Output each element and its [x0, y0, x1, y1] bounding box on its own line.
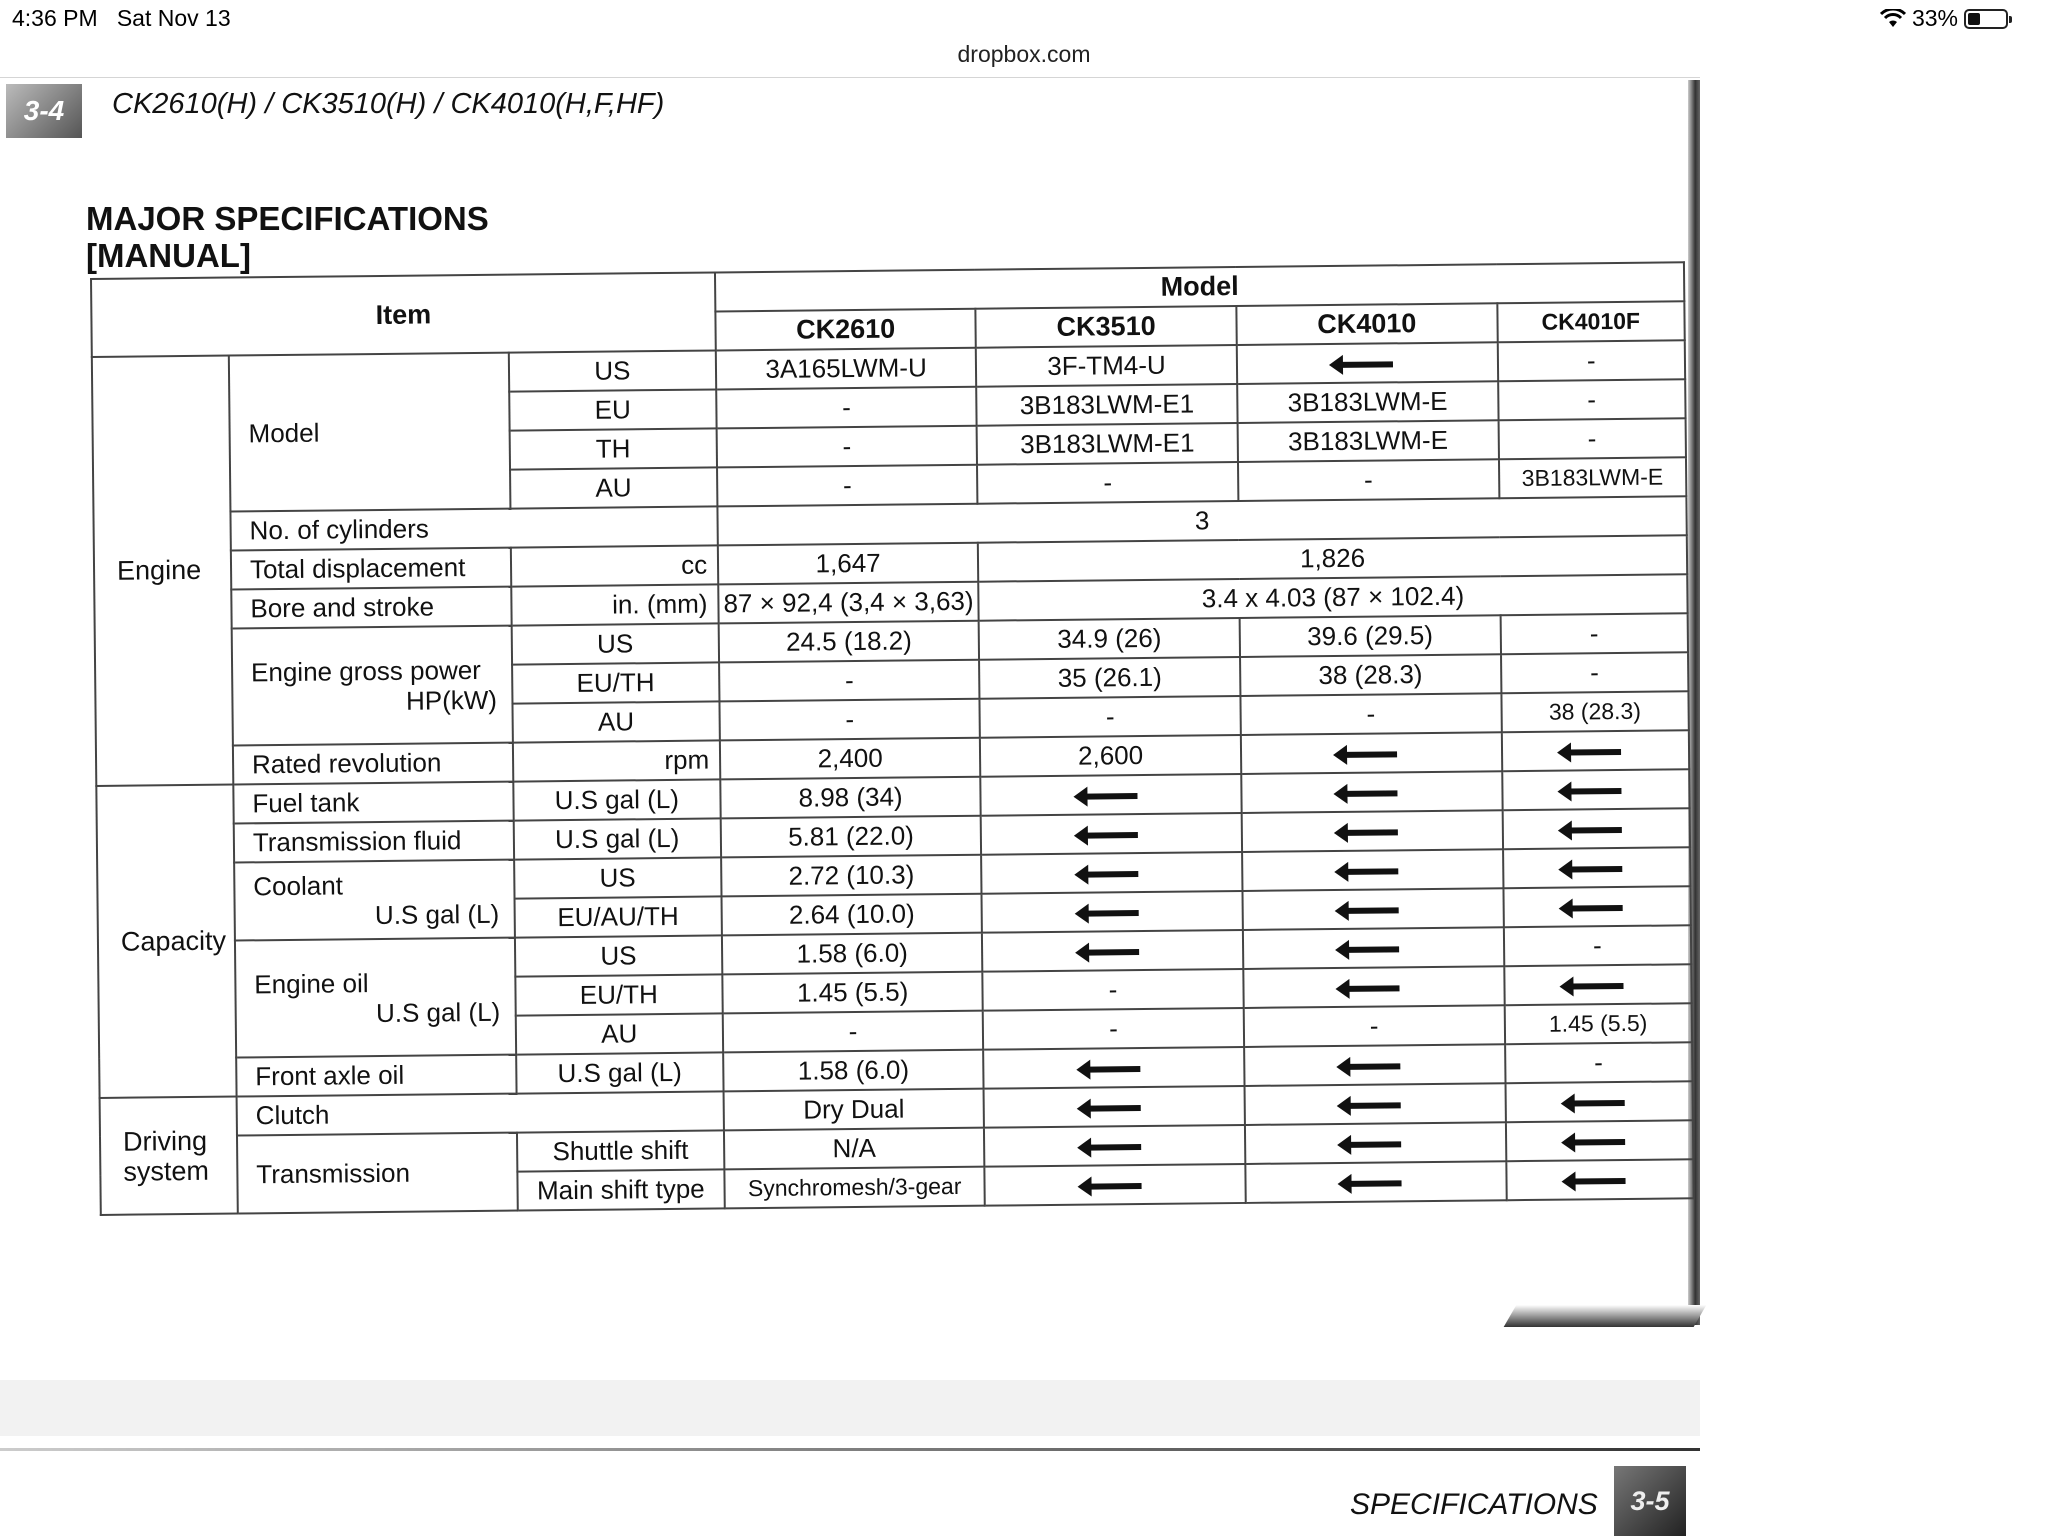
same-as-left-arrow-icon: [1088, 1105, 1140, 1112]
unit-usgal: U.S gal (L): [513, 818, 721, 859]
cell: 24.5 (18.2): [719, 621, 979, 663]
cell: 3B183LWM-E1: [977, 423, 1238, 465]
cell: -: [980, 696, 1241, 738]
cell: [1503, 886, 1691, 927]
cell: [1241, 732, 1502, 774]
cell: 1.45 (5.5): [1504, 1003, 1692, 1044]
cell: [1245, 1161, 1506, 1203]
same-as-left-arrow-icon: [1086, 871, 1138, 878]
battery-percent: 33%: [1911, 5, 1958, 31]
cell: -: [717, 426, 977, 468]
unit-us: US: [514, 857, 722, 898]
same-as-left-arrow-icon: [1573, 1139, 1625, 1146]
unit-inmm: in. (mm): [511, 584, 719, 625]
label-engine-oil: [235, 938, 516, 1058]
label-transmission: Transmission: [237, 1133, 517, 1214]
same-as-left-arrow-icon: [1572, 983, 1624, 990]
unit-us: US: [514, 935, 722, 976]
cell: 3A165LWM-U: [716, 348, 976, 390]
cell: [1506, 1159, 1694, 1200]
engine-oil-label: Engine oil: [254, 967, 369, 999]
cell: [980, 774, 1241, 816]
cell: 2.64 (10.0): [722, 894, 982, 936]
same-as-left-arrow-icon: [1087, 949, 1139, 956]
same-as-left-arrow-icon: [1571, 866, 1623, 873]
cell: 1,826: [978, 535, 1687, 581]
cell: [1243, 966, 1504, 1008]
wifi-icon: [1880, 9, 1906, 29]
cell: -: [719, 660, 979, 702]
label-cylinders: No. of cylinders: [230, 506, 718, 550]
unit-au: AU: [515, 1013, 723, 1054]
url-bar[interactable]: [0, 36, 2048, 76]
same-as-left-arrow-icon: [1570, 827, 1622, 834]
same-as-left-arrow-icon: [1569, 749, 1621, 756]
label-front-axle: Front axle oil: [236, 1055, 516, 1097]
label-fuel-tank: Fuel tank: [233, 782, 513, 824]
same-as-left-arrow-icon: [1346, 790, 1398, 797]
cell: -: [723, 1011, 983, 1053]
cell: -: [1505, 1042, 1693, 1083]
cell: [984, 1086, 1245, 1128]
coolant-label: Coolant: [253, 870, 344, 902]
label-model: Model: [229, 353, 510, 512]
cell: N/A: [724, 1128, 984, 1170]
unit-usgal: U.S gal (L): [516, 1052, 724, 1093]
page-divider: [0, 1448, 1700, 1451]
cell: [1243, 927, 1504, 969]
same-as-left-arrow-icon: [1345, 751, 1397, 758]
cell: -: [716, 387, 976, 429]
cell: [1501, 730, 1689, 771]
cell: [981, 852, 1242, 894]
unit-shuttle: Shuttle shift: [517, 1130, 725, 1171]
unit-rpm: rpm: [512, 740, 720, 781]
cell: 1,647: [718, 543, 978, 585]
col-ck3510: CK3510: [976, 306, 1237, 348]
unit-euth: EU/TH: [512, 662, 720, 703]
cell: -: [977, 462, 1238, 504]
label-trans-fluid: Transmission fluid: [234, 821, 514, 863]
cell: 34.9 (26): [979, 618, 1240, 660]
same-as-left-arrow-icon: [1570, 788, 1622, 795]
cell: 3: [717, 496, 1686, 545]
group-engine: Engine: [92, 356, 233, 786]
cell: [1241, 771, 1502, 813]
cell: -: [983, 1008, 1244, 1050]
label-bore: Bore and stroke: [231, 587, 511, 629]
cell: [1502, 769, 1690, 810]
cell: 3B183LWM-E: [1238, 420, 1499, 462]
title-main: MAJOR SPECIFICATIONS: [86, 200, 489, 237]
same-as-left-arrow-icon: [1086, 910, 1138, 917]
col-ck4010f: CK4010F: [1497, 301, 1685, 342]
cell: [1242, 810, 1503, 852]
cell: -: [982, 969, 1243, 1011]
same-as-left-arrow-icon: [1573, 1100, 1625, 1107]
page-curl-shadow: [1504, 1305, 1707, 1327]
cell: -: [1240, 693, 1501, 735]
cell: [984, 1125, 1245, 1167]
status-time: [12, 5, 231, 32]
cell: [1244, 1044, 1505, 1086]
cell: -: [1238, 459, 1499, 501]
coolant-unit: U.S gal (L): [374, 898, 500, 931]
cell: 1.45 (5.5): [722, 972, 982, 1014]
cell: -: [1503, 925, 1691, 966]
same-as-left-arrow-icon: [1341, 361, 1393, 368]
group-capacity: Capacity: [96, 785, 236, 1098]
unit-th: TH: [509, 428, 717, 469]
cell: 3.4 x 4.03 (87 × 102.4): [978, 574, 1687, 620]
cell: -: [1244, 1005, 1505, 1047]
cell: -: [1497, 340, 1685, 381]
cell: [1242, 849, 1503, 891]
cell: 3F-TM4-U: [976, 345, 1237, 387]
unit-usgal: U.S gal (L): [513, 779, 721, 820]
unit-us: US: [511, 623, 719, 664]
cell: [1245, 1122, 1506, 1164]
cell: -: [717, 465, 977, 507]
next-page-badge: 3-5: [1614, 1466, 1686, 1536]
cell: 1.58 (6.0): [723, 1050, 983, 1092]
document-title: [86, 200, 489, 274]
cell: [1505, 1120, 1693, 1161]
cell: -: [1500, 613, 1688, 654]
same-as-left-arrow-icon: [1088, 1066, 1140, 1073]
cell: 38 (28.3): [1501, 691, 1689, 732]
cell: 2.72 (10.3): [721, 855, 981, 897]
cell: [1502, 808, 1690, 849]
cell: [1244, 1083, 1505, 1125]
unit-us: US: [508, 350, 716, 391]
cell: 3B183LWM-E: [1499, 457, 1687, 498]
item-header: Item: [91, 272, 716, 357]
cell: Synchromesh/3-gear: [724, 1167, 984, 1209]
engine-oil-unit: U.S gal (L): [375, 996, 501, 1028]
url-text[interactable]: dropbox.com: [957, 41, 1091, 67]
cell: -: [1498, 418, 1686, 459]
label-rated-rev: Rated revolution: [233, 743, 513, 785]
unit-euauth: EU/AU/TH: [514, 896, 722, 937]
cell: [1504, 964, 1692, 1005]
same-as-left-arrow-icon: [1089, 1183, 1141, 1190]
same-as-left-arrow-icon: [1349, 1141, 1401, 1148]
spec-table: [90, 261, 1695, 1216]
cell: -: [720, 699, 980, 741]
cell: [1242, 888, 1503, 930]
label-clutch: Clutch: [237, 1091, 725, 1135]
cell: [1505, 1081, 1693, 1122]
same-as-left-arrow-icon: [1347, 907, 1399, 914]
cell: -: [1498, 379, 1686, 420]
unit-au: AU: [510, 467, 718, 508]
cell: [981, 813, 1242, 855]
battery-icon: [1964, 9, 2008, 29]
cell: -: [1501, 652, 1689, 693]
cell: Dry Dual: [724, 1089, 984, 1131]
group-driving-system: Driving system: [100, 1097, 238, 1215]
unit-au: AU: [512, 701, 720, 742]
next-page-section: SPECIFICATIONS: [1350, 1488, 1598, 1521]
model-header: Model: [715, 262, 1684, 311]
cell: 5.81 (22.0): [721, 816, 981, 858]
cell: 87 × 92,4 (3,4 × 3,63): [718, 582, 978, 624]
same-as-left-arrow-icon: [1348, 985, 1400, 992]
label-coolant: [234, 860, 514, 941]
col-ck4010: CK4010: [1236, 303, 1497, 345]
page-gap: [0, 1380, 1700, 1436]
same-as-left-arrow-icon: [1346, 868, 1398, 875]
cell: [983, 1047, 1244, 1089]
cell: [1503, 847, 1691, 888]
cell: [982, 891, 1243, 933]
same-as-left-arrow-icon: [1346, 829, 1398, 836]
page-header: CK2610(H) / CK3510(H) / CK4010(H,F,HF): [112, 88, 665, 120]
unit-cc: cc: [510, 545, 718, 586]
label-displacement: Total displacement: [231, 548, 511, 590]
col-ck2610: CK2610: [715, 309, 975, 351]
same-as-left-arrow-icon: [1085, 793, 1137, 800]
unit-eu: EU: [509, 389, 717, 430]
status-indicators: [1880, 5, 2008, 32]
same-as-left-arrow-icon: [1574, 1178, 1626, 1185]
cell: 2,400: [720, 738, 980, 780]
label-gross-power: [232, 626, 513, 746]
same-as-left-arrow-icon: [1350, 1180, 1402, 1187]
cell: 2,600: [980, 735, 1241, 777]
same-as-left-arrow-icon: [1347, 946, 1399, 953]
title-sub: [MANUAL]: [86, 237, 251, 274]
clock-time: 4:36 PM: [12, 5, 98, 31]
battery-fill: [1968, 13, 1980, 25]
same-as-left-arrow-icon: [1085, 832, 1137, 839]
cell: 1.58 (6.0): [722, 933, 982, 975]
same-as-left-arrow-icon: [1349, 1102, 1401, 1109]
cell: 3B183LWM-E1: [976, 384, 1237, 426]
cell: 38 (28.3): [1240, 654, 1501, 696]
cell: 39.6 (29.5): [1240, 615, 1501, 657]
gross-power-label: Engine gross power: [250, 654, 482, 687]
gross-power-unit: HP(kW): [405, 684, 498, 716]
cell: 3B183LWM-E: [1237, 381, 1498, 423]
same-as-left-arrow-icon: [1571, 905, 1623, 912]
cell: 8.98 (34): [720, 777, 980, 819]
unit-main-shift: Main shift type: [517, 1169, 725, 1210]
cell: [984, 1164, 1245, 1206]
unit-euth: EU/TH: [515, 974, 723, 1015]
same-as-left-arrow-icon: [1089, 1144, 1141, 1151]
clock-date: Sat Nov 13: [116, 5, 231, 31]
cell: [1237, 342, 1498, 384]
spec-table-wrap: [90, 261, 1695, 1263]
background-right: [1700, 78, 2048, 1536]
cell: [982, 930, 1243, 972]
same-as-left-arrow-icon: [1349, 1063, 1401, 1070]
cell: 35 (26.1): [979, 657, 1240, 699]
page-number-badge: 3-4: [6, 84, 82, 138]
status-bar: [0, 0, 2048, 40]
